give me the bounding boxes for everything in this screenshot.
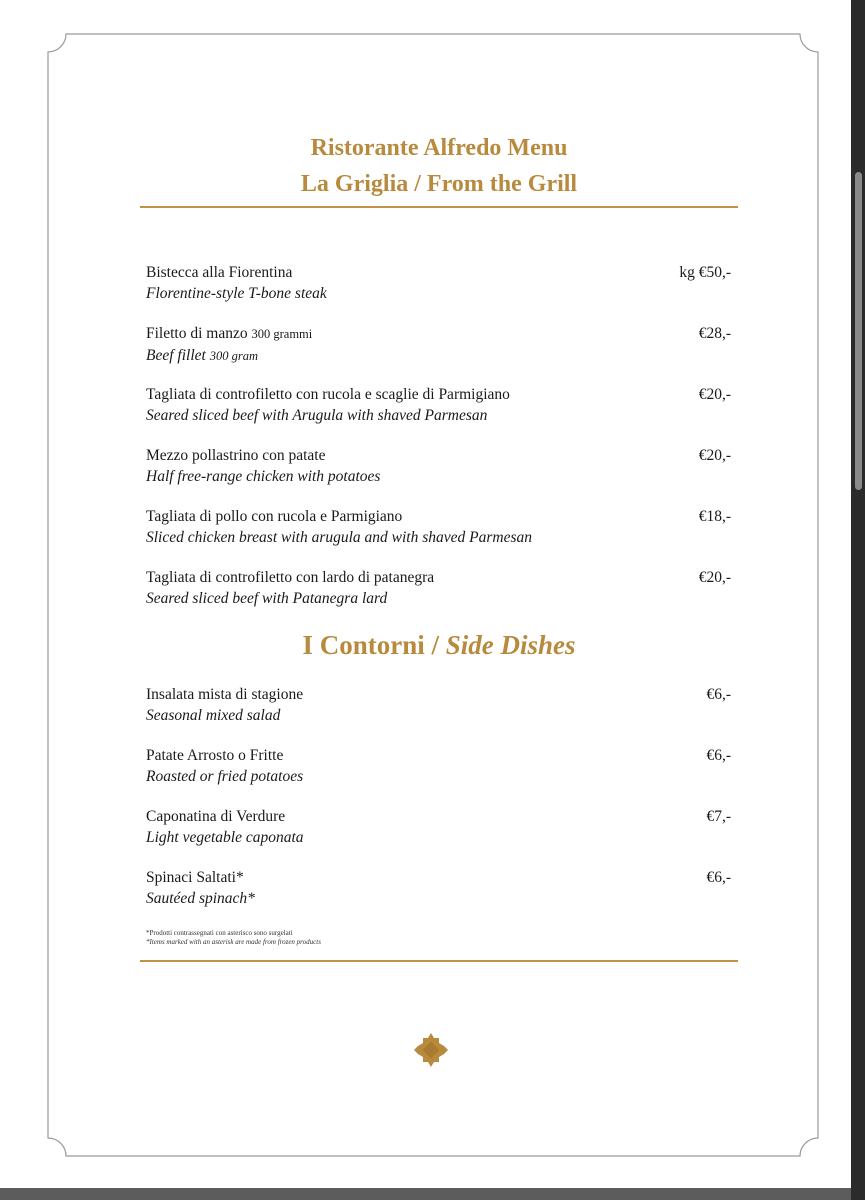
item-price: €20,- (698, 447, 731, 464)
item-price: €20,- (698, 386, 731, 403)
item-name-it: Spinaci Saltati* (146, 869, 244, 886)
item-price: €18,- (698, 508, 731, 525)
item-name-en: Sliced chicken breast with arugula and with shaved Parmesan (146, 529, 533, 546)
item-weight-en: 300 gram (209, 349, 258, 363)
item-name-it: Tagliata di controfiletto con rucola e scaglie di Parmigiano (146, 386, 510, 403)
item-name-it: Tagliata di pollo con rucola e Parmigiano (146, 508, 403, 525)
item-price: €6,- (706, 869, 731, 886)
item-name-it: Patate Arrosto o Fritte (146, 747, 284, 764)
item-name-en: Seasonal mixed salad (146, 707, 281, 724)
menu-item (146, 806, 731, 848)
item-name-en: Half free-range chicken with potatoes (146, 468, 381, 485)
item-name-en: Seared sliced beef with Arugula with shaved Parmesan (146, 407, 488, 424)
item-name-en: Sautéed spinach* (146, 890, 255, 907)
item-price: kg €50,- (679, 264, 731, 281)
item-price: €20,- (698, 569, 731, 586)
item-name-it: Mezzo pollastrino con patate (146, 447, 326, 464)
footnote-it: *Prodotti contrassegnati con asterisco sono surgelati (146, 929, 293, 937)
menu-item (146, 445, 731, 487)
item-name-en: Seared sliced beef with Patanegra lard (146, 590, 388, 607)
menu-item (146, 506, 731, 548)
menu-item (146, 262, 731, 304)
page-edge (0, 1188, 851, 1200)
restaurant-title: Ristorante Alfredo Menu (310, 135, 568, 161)
sides-section-title (140, 630, 738, 661)
item-price: €6,- (706, 747, 731, 764)
item-name-it: Caponatina di Verdure (146, 808, 286, 825)
item-name-it: Tagliata di controfiletto con lardo di patanegra (146, 569, 435, 586)
item-name-it: Insalata mista di stagione (146, 686, 304, 703)
menu-item (146, 867, 731, 909)
sides-title-it: I Contorni / (302, 630, 439, 660)
footer-divider (140, 960, 738, 962)
footnote (146, 929, 321, 947)
sides-title-en: Side Dishes (445, 630, 576, 660)
vertical-scrollbar[interactable] (851, 0, 865, 1200)
footnote-en: *Items marked with an asterisk are made from frozen products (146, 938, 321, 946)
menu-item (146, 384, 731, 426)
item-name-en: Florentine-style T-bone steak (146, 285, 327, 302)
menu-item (146, 684, 731, 726)
item-price: €7,- (706, 808, 731, 825)
grill-section-title: La Griglia / From the Grill (300, 171, 578, 197)
item-price: €6,- (706, 686, 731, 703)
item-name-en: Light vegetable caponata (146, 829, 304, 846)
item-name-it: Filetto di manzo 300 grammi (146, 325, 313, 342)
menu-item (146, 567, 731, 609)
menu-item (146, 745, 731, 787)
scrollbar-thumb[interactable] (855, 172, 862, 490)
header-divider (140, 206, 738, 208)
item-name-it: Bistecca alla Fiorentina (146, 264, 293, 281)
item-weight: 300 grammi (251, 327, 313, 341)
menu-item (146, 323, 731, 367)
diamond-ornament-icon (410, 1029, 452, 1071)
item-name-en: Beef fillet 300 gram (146, 347, 258, 364)
item-price: €28,- (698, 325, 731, 342)
item-name-en: Roasted or fried potatoes (146, 768, 304, 785)
